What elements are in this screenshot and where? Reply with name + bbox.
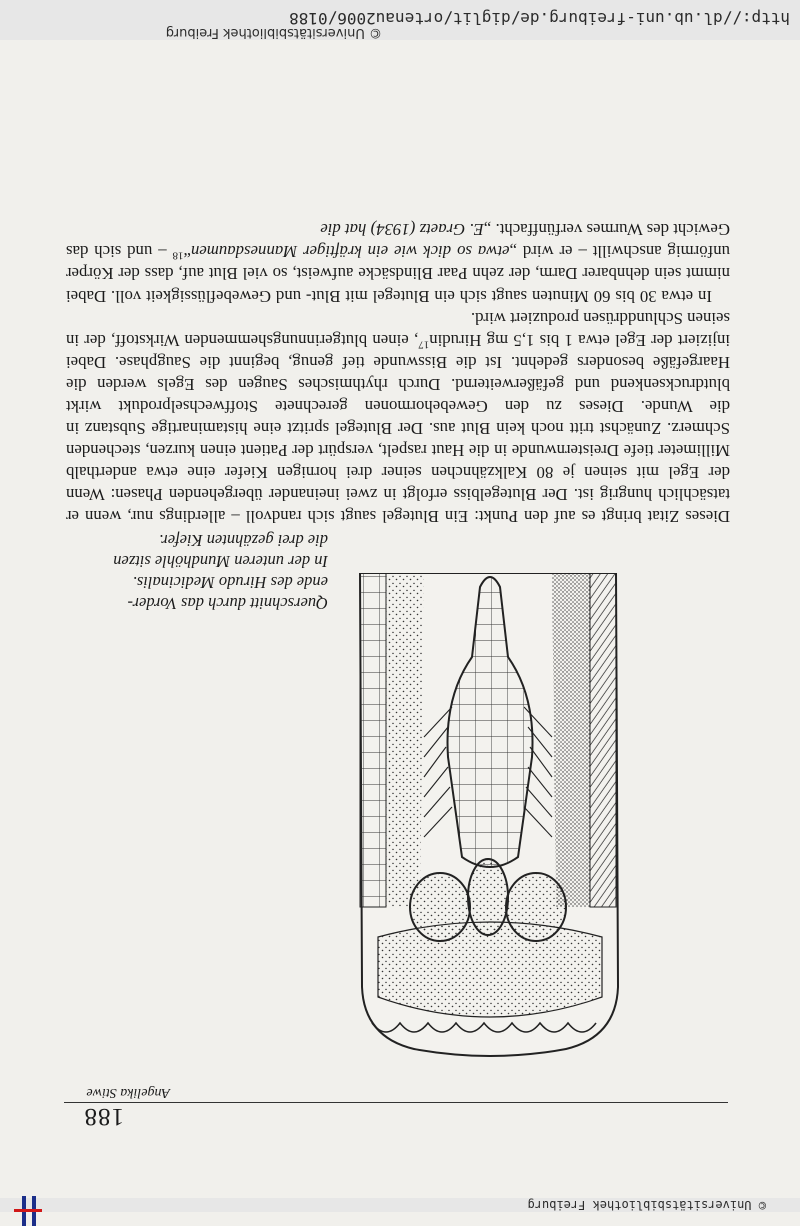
jaw-center	[468, 859, 508, 935]
left-muscle-layer	[552, 573, 590, 907]
paragraph	[66, 307, 730, 527]
body-text	[66, 218, 730, 527]
paragraph	[66, 218, 730, 306]
caption-line: In der unteren Mundhöhle sitzen	[113, 552, 328, 571]
header-rule	[64, 1102, 728, 1103]
caption-line: ende des Hirudo Medicinalis.	[132, 573, 328, 592]
paragraph-text: , einen blutgerinnungshemmenden Wirkstoff, der in seinen Schlunddrüsen produziert wird.	[66, 308, 730, 350]
bottom-watermark-band	[0, 0, 800, 40]
page-number: 188	[83, 1103, 124, 1130]
caption-line: die drei gezähnten Kiefer.	[159, 531, 328, 550]
top-watermark-band	[0, 1198, 800, 1212]
jaw-left	[506, 873, 566, 941]
source-url[interactable]: http://dl.ub.uni-freiburg.de/diglit/ortenau2006/0188	[289, 9, 790, 28]
jaw-right	[410, 873, 470, 941]
oral-sucker	[378, 922, 602, 1017]
bottom-copyright: © Universitätsbibliothek Freiburg	[165, 25, 382, 40]
right-muscle-layer	[386, 573, 424, 907]
right-annuli	[360, 573, 386, 907]
closing-quote: “	[183, 242, 191, 262]
leech-cross-section-illustration	[344, 573, 636, 1057]
quoted-phrase: etwa so dick wie ein kräftiger Mannesdaumen	[190, 242, 510, 262]
figure-caption	[68, 530, 328, 614]
footnote-ref-18[interactable]: 18	[172, 250, 184, 263]
paragraph-text: In etwa 30 bis 60 Minuten saugt sich ein Blutegel mit Blut- und Gewebeflüssigkeit voll. Dabei nimmt sein dehnbarer Darm, der zehn Paar Blindsäcke aufweist, so viel Blut auf, dass der Körper unförmig anschwillt – er wird „	[66, 242, 730, 306]
top-copyright: © Universitätsbibliothek Freiburg	[527, 1198, 766, 1212]
paragraph-text: Dieses Zitat bringt es auf den Punkt: Ein Blutegel saugt sich randvoll – allerdings nur, wenn er tatsächlich hungrig ist. Der Blutegelbiss erfolgt in zwei ineinander übergehenden Phasen: Wenn der Egel mit seinen je 80 Kalkzähnchen seiner drei hornigen Kiefer eine etwa anderthalb Millimeter tiefe Dreisternwunde in die Haut raspelt, verspürt der Patient einen kurzen, stechenden Schmerz. Zunächst tritt noch kein Blut aus. Der Blutegel spritzt eine histaminartige Substanz in die Wunde. Dieses zu den Gewebehormonen gerechnete Stoffwechselprodukt wirkt blutdrucksenkend und gefäßerweiternd. Durch rhythmisches Saugen des Egels werden die Haargefäße besonders gedehnt. Ist die Bisswunde tief genug, beginnt die Saugphase. Dabei injiziert der Egel etwa 1 bis 1,5 mg Hirudin	[66, 330, 730, 526]
paragraph-text: – und sich das Gewicht des Wurmes verfünffacht. „	[65, 220, 730, 262]
ub-freiburg-logo-icon	[14, 1196, 42, 1226]
footnote-ref-17[interactable]: 17	[418, 338, 430, 351]
caption-line: Querschnitt durch das Vorder-	[127, 594, 328, 613]
running-head-author: Angelika Stiwe	[86, 1085, 170, 1100]
cited-author: E. Graetz (1934) hat die	[320, 220, 484, 240]
left-annuli	[590, 573, 616, 907]
